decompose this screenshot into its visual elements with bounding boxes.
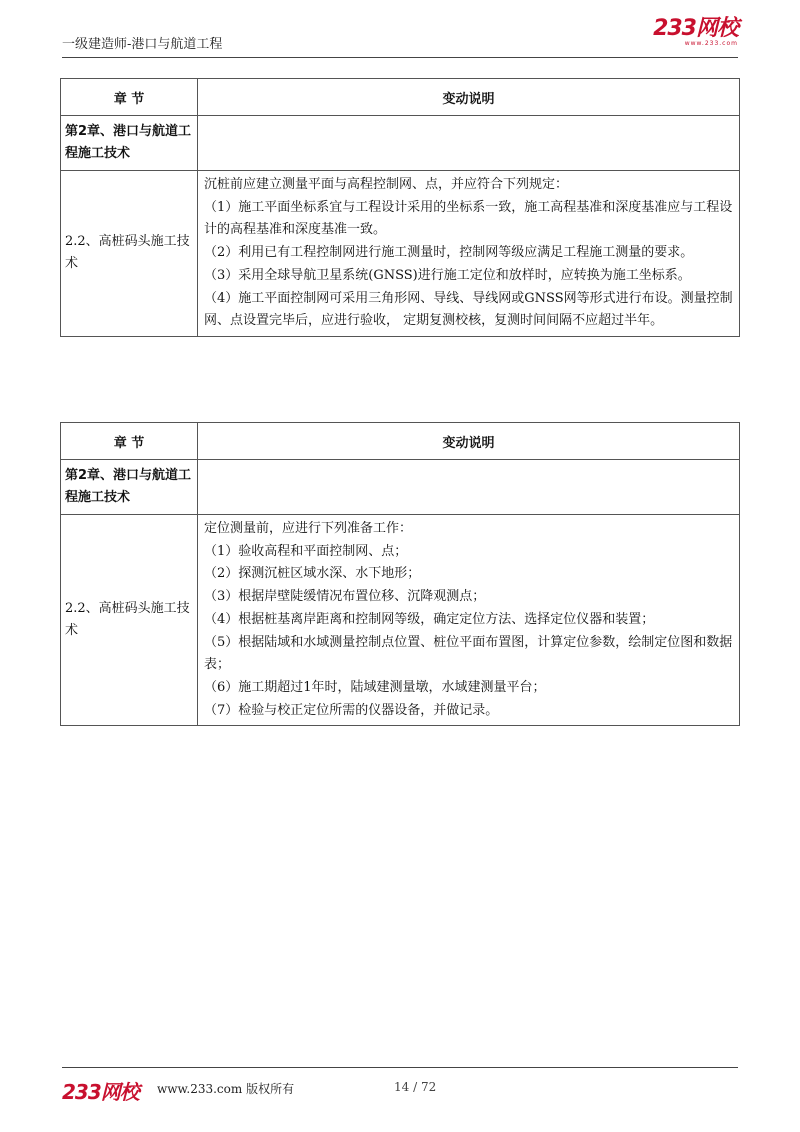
paragraph: （2）探测沉桩区域水深、水下地形；	[204, 566, 421, 582]
paragraph: （1）验收高程和平面控制网、点；	[204, 543, 408, 559]
paragraph: 定位测量前，应进行下列准备工作：	[204, 521, 413, 536]
logo-url: www.233.com	[684, 40, 738, 47]
section-cell: 2.2、高桩码头施工技术	[61, 515, 198, 726]
paragraph: （4）根据桩基离岸距离和控制网等级，确定定位方法、选择定位仪器和装置；	[204, 611, 655, 627]
page-number: 14 / 72	[394, 1080, 437, 1094]
header-chapter: 章 节	[61, 79, 198, 116]
chapter-cell: 第2章、港口与航道工程施工技术	[61, 116, 198, 171]
change-description	[198, 171, 740, 337]
chapter-cell: 第2章、港口与航道工程施工技术	[61, 460, 198, 515]
paragraph: 沉桩前应建立测量平面与高程控制网、点，并应符合下列规定：	[204, 177, 569, 192]
footer-logo[interactable]: 233网校	[62, 1080, 139, 1104]
paragraph: （3）采用全球导航卫星系统(GNSS)进行施工定位和放样时，应转换为施工坐标系。	[204, 267, 691, 283]
brand-logo[interactable]	[653, 18, 738, 47]
table-header-row	[61, 423, 740, 460]
content-row	[61, 171, 740, 337]
paragraph: （5）根据陆域和水域测量控制点位置、桩位平面布置图，计算定位参数，绘制定位图和数据表；	[204, 634, 733, 673]
footer-copyright: www.233.com 版权所有	[157, 1082, 295, 1096]
header-change-note: 变动说明	[198, 79, 740, 116]
chapter-row	[61, 460, 740, 515]
empty-cell	[198, 460, 740, 515]
paragraph: （7）检验与校正定位所需的仪器设备，并做记录。	[204, 702, 499, 718]
table-header-row	[61, 79, 740, 116]
paragraph: （3）根据岸壁陡缓情况布置位移、沉降观测点；	[204, 589, 486, 605]
paragraph: （4）施工平面控制网可采用三角形网、导线、导线网或GNSS网等形式进行布设。测量控制网、点设置完毕后，应进行验收， 定期复测校核，复测时间间隔不应超过半年。	[204, 290, 733, 329]
change-table-1	[60, 78, 740, 337]
section-cell: 2.2、高桩码头施工技术	[61, 171, 198, 337]
header-title: 一级建造师-港口与航道工程	[62, 37, 223, 52]
chapter-row	[61, 116, 740, 171]
page-footer	[62, 1067, 738, 1108]
paragraph: （2）利用已有工程控制网进行施工测量时，控制网等级应满足工程施工测量的要求。	[204, 245, 694, 261]
empty-cell	[198, 116, 740, 171]
logo-text: 233网校	[653, 16, 738, 41]
page-header	[62, 0, 738, 58]
header-change-note: 变动说明	[198, 423, 740, 460]
change-table-2	[60, 422, 740, 726]
change-description	[198, 515, 740, 726]
content-row	[61, 515, 740, 726]
paragraph: （6）施工期超过1年时，陆域建测量墩，水域建测量平台；	[204, 679, 546, 695]
paragraph: （1）施工平面坐标系宜与工程设计采用的坐标系一致，施工高程基准和深度基准应与工程设计的高程基准和深度基准一致。	[204, 199, 733, 238]
header-chapter: 章 节	[61, 423, 198, 460]
